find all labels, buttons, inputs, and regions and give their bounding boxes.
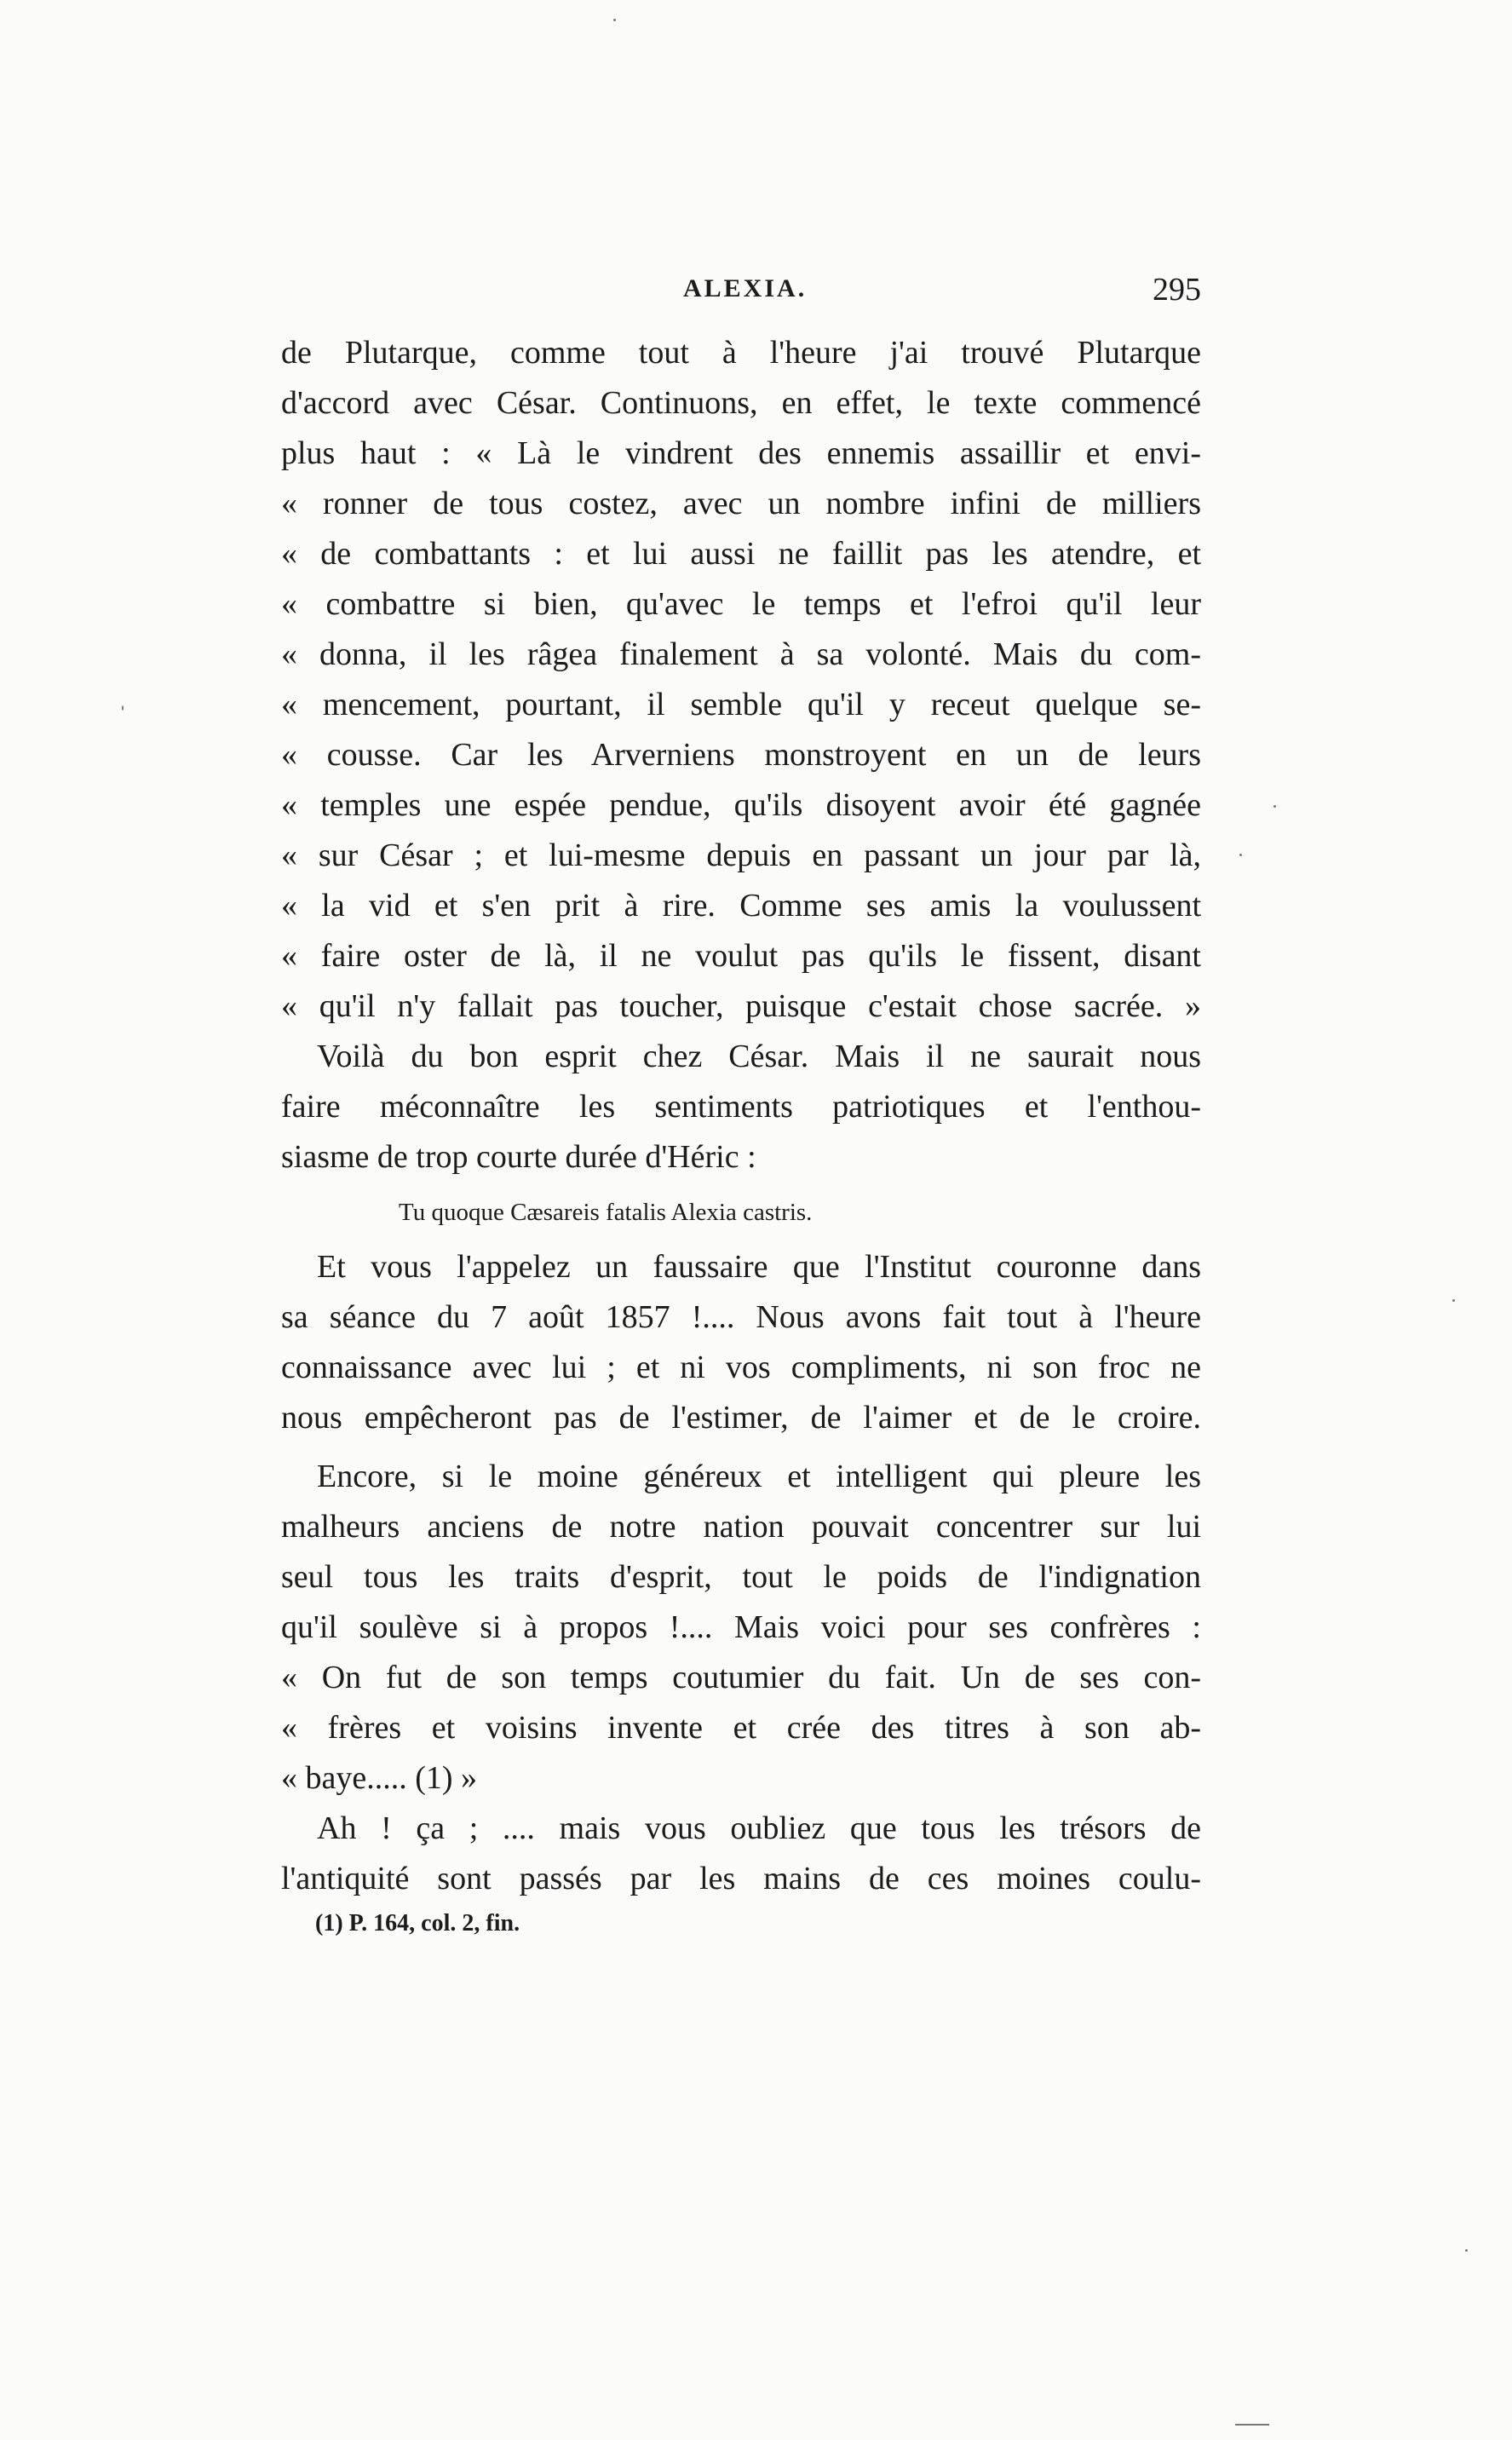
text-line: de Plutarque, comme tout à l'heure j'ai trouvé Plutarque (281, 335, 1201, 371)
text-line: « frères et voisins invente et crée des titres à son ab- (281, 1710, 1201, 1746)
paper-speck (1465, 2249, 1468, 2252)
running-head (281, 274, 1201, 317)
text-line: « sur César ; et lui-mesme depuis en passant un jour par là, (281, 837, 1201, 873)
text-line: « faire oster de là, il ne voulut pas qu'ils le fissent, disant (281, 938, 1201, 974)
text-line: nous empêcheront pas de l'estimer, de l'aimer et de le croire. (281, 1400, 1201, 1436)
paper-speck (1239, 854, 1242, 856)
paper-speck (1273, 805, 1276, 808)
text-line: Encore, si le moine généreux et intelligent qui pleure les (317, 1459, 1201, 1494)
text-line: l'antiquité sont passés par les mains de ces moines coulu- (281, 1861, 1201, 1896)
text-line: « la vid et s'en prit à rire. Comme ses amis la voulussent (281, 888, 1201, 924)
paper-speck (1235, 2424, 1269, 2426)
text-line: Ah ! ça ; .... mais vous oubliez que tous les trésors de (317, 1810, 1201, 1846)
text-line: d'accord avec César. Continuons, en effet, le texte commencé (281, 385, 1201, 421)
paper-speck (122, 705, 124, 711)
body-text (281, 328, 1201, 1904)
text-line: « temples une espée pendue, qu'ils disoyent avoir été gagnée (281, 787, 1201, 823)
text-line: « baye..... (1) » (281, 1760, 478, 1796)
text-line: sa séance du 7 août 1857 !.... Nous avons fait tout à l'heure (281, 1299, 1201, 1335)
text-line: « donna, il les râgea finalement à sa volonté. Mais du com- (281, 636, 1201, 672)
text-line: Voilà du bon esprit chez César. Mais il ne saurait nous (317, 1039, 1201, 1074)
text-line: « qu'il n'y fallait pas toucher, puisque c'estait chose sacrée. » (281, 988, 1201, 1024)
text-line: « On fut de son temps coutumier du fait. Un de ses con- (281, 1660, 1201, 1695)
text-line: seul tous les traits d'esprit, tout le poids de l'indignation (281, 1559, 1201, 1595)
text-line: « combattre si bien, qu'avec le temps et l'efroi qu'il leur (281, 586, 1201, 622)
text-line: « ronner de tous costez, avec un nombre infini de milliers (281, 486, 1201, 521)
text-line: « de combattants : et lui aussi ne faillit pas les atendre, et (281, 536, 1201, 572)
text-line: siasme de trop courte durée d'Héric : (281, 1139, 756, 1175)
text-line: qu'il soulève si à propos !.... Mais voici pour ses confrères : (281, 1609, 1201, 1645)
running-title: ALEXIA. (683, 274, 808, 302)
text-line: plus haut : « Là le vindrent des ennemis assaillir et envi- (281, 435, 1201, 471)
text-line: « cousse. Car les Arverniens monstroyent en un de leurs (281, 737, 1201, 773)
footnote: (1) P. 164, col. 2, fin. (315, 1910, 520, 1936)
text-line: Et vous l'appelez un faussaire que l'Institut couronne dans (317, 1249, 1201, 1285)
paper-speck (613, 19, 616, 21)
text-line: connaissance avec lui ; et ni vos compliments, ni son froc ne (281, 1349, 1201, 1385)
text-line: faire méconnaître les sentiments patriotiques et l'enthou- (281, 1089, 1201, 1125)
text-line: « mencement, pourtant, il semble qu'il y receut quelque se- (281, 687, 1201, 722)
paper-speck (1452, 1299, 1455, 1302)
latin-verse: Tu quoque Cæsareis fatalis Alexia castris. (399, 1199, 813, 1226)
text-line: malheurs anciens de notre nation pouvait concentrer sur lui (281, 1509, 1201, 1545)
page-number: 295 (1153, 272, 1201, 308)
